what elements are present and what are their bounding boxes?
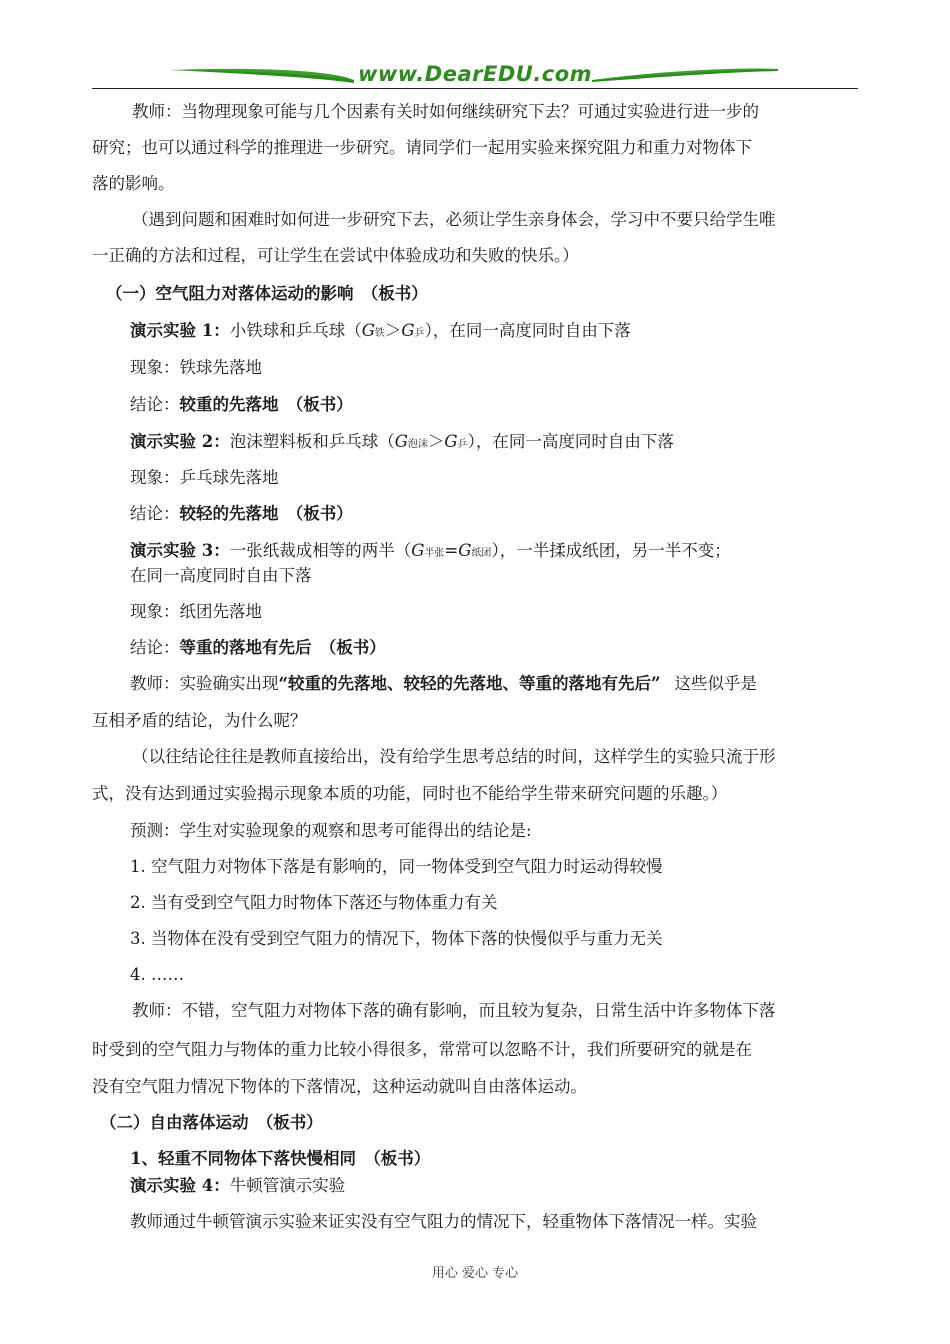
conclusion-text: 较轻的先落地 （板书）: [179, 504, 353, 523]
experiment-label: 演示实验 2：: [130, 432, 230, 451]
paragraph-line: （以往结论往往是教师直接给出，没有给学生思考总结的时间，这样学生的实验只流于形: [132, 747, 776, 766]
conclusion-line: [130, 637, 386, 659]
section-heading: （二）自由落体运动 （板书）: [100, 1113, 323, 1132]
symbol-g: G: [394, 432, 408, 451]
experiment-text: 小铁球和乒乓球（: [229, 321, 362, 340]
symbol-g: G: [361, 321, 375, 340]
experiment-text: ），一半揉成纸团，另一半不变；: [491, 541, 731, 560]
symbol-subscript: 纸团: [471, 548, 492, 559]
experiment-label: 演示实验 3：: [130, 541, 230, 560]
symbol-g: G: [411, 541, 425, 560]
site-header: [92, 58, 858, 92]
relation-symbol: ＞: [384, 321, 402, 340]
paragraph-line: 一正确的方法和过程，可让学生在尝试中体验成功和失败的快乐。）: [92, 246, 579, 265]
phenomenon-line: 现象：纸团先落地: [130, 602, 262, 621]
subsection-heading: 1、轻重不同物体下落快慢相同 （板书）: [130, 1149, 431, 1168]
teacher-suffix: 这些似乎是: [674, 674, 757, 693]
experiment-line: [130, 1175, 345, 1197]
paragraph-line: 式，没有达到通过实验揭示现象本质的功能，同时也不能给学生带来研究问题的乐趣。）: [92, 784, 728, 803]
paragraph-line: 落的影响。: [92, 174, 175, 193]
paragraph-line: 教师：当物理现象可能与几个因素有关时如何继续研究下去？可通过实验进行进一步的: [132, 102, 759, 121]
paragraph-line: 教师：不错，空气阻力对物体下落的确有影响，而且较为复杂，日常生活中许多物体下落: [132, 1001, 776, 1020]
header-rule: [92, 88, 858, 89]
conclusion-label: 结论：: [130, 395, 180, 414]
prediction-intro: 预测：学生对实验现象的观察和思考可能得出的结论是:: [130, 821, 532, 840]
paragraph-line: 时受到的空气阻力与物体的重力比较小得很多，常常可以忽略不计，我们所要研究的就是在: [92, 1040, 752, 1059]
symbol-g: G: [401, 321, 415, 340]
experiment-text: 泡沫塑料板和乒乓球（: [229, 432, 395, 451]
prediction-item: 4. ……: [130, 965, 184, 984]
prediction-item: 1. 空气阻力对物体下落是有影响的，同一物体受到空气阻力时运动得较慢: [130, 857, 663, 876]
experiment-text: ），在同一高度同时自由下落: [424, 321, 631, 340]
symbol-subscript: 铁: [374, 328, 385, 339]
conclusion-line: [130, 503, 353, 525]
quoted-conclusions: “较重的先落地、较轻的先落地、等重的落地有先后”: [278, 674, 661, 693]
experiment-label: 演示实验 1：: [130, 321, 230, 340]
experiment-text: 牛顿管演示实验: [229, 1176, 346, 1195]
symbol-subscript: 乒: [414, 328, 425, 339]
prediction-item: 3. 当物体在没有受到空气阻力的情况下，物体下落的快慢似乎与重力无关: [130, 929, 663, 948]
experiment-line: [130, 431, 674, 456]
paragraph-line: （遇到问题和困难时如何进一步研究下去，必须让学生亲身体会，学习中不要只给学生唯: [132, 210, 776, 229]
symbol-subscript: 泡沫: [407, 439, 428, 450]
experiment-line: [130, 320, 631, 345]
conclusion-text: 等重的落地有先后 （板书）: [179, 638, 386, 657]
symbol-subscript: 乒: [457, 439, 468, 450]
paragraph-line: 互相矛盾的结论，为什么呢？: [92, 711, 307, 730]
paragraph-line: 研究；也可以通过科学的推理进一步研究。请同学们一起用实验来探究阻力和重力对物体下: [92, 138, 752, 157]
conclusion-text: 较重的先落地 （板书）: [179, 395, 353, 414]
symbol-g: G: [444, 432, 458, 451]
paragraph-line: 教师通过牛顿管演示实验来证实没有空气阻力的情况下，轻重物体下落情况一样。实验: [130, 1212, 757, 1231]
experiment-line-continued: 在同一高度同时自由下落: [130, 566, 312, 585]
paragraph-line: [130, 673, 757, 695]
conclusion-label: 结论：: [130, 504, 180, 523]
phenomenon-line: 现象：乒乓球先落地: [130, 468, 279, 487]
teacher-prefix: 教师：实验确实出现: [130, 674, 279, 693]
symbol-subscript: 半张: [424, 548, 445, 559]
section-heading: （一）空气阻力对落体运动的影响 （板书）: [106, 284, 428, 303]
paragraph-line: 没有空气阻力情况下物体的下落情况，这种运动就叫自由落体运动。: [92, 1077, 587, 1096]
experiment-label: 演示实验 4：: [130, 1176, 230, 1195]
experiment-text: 一张纸裁成相等的两半（: [229, 541, 412, 560]
symbol-g: G: [458, 541, 472, 560]
conclusion-line: [130, 394, 353, 416]
prediction-item: 2. 当有受到空气阻力时物体下落还与物体重力有关: [130, 893, 498, 912]
relation-symbol: =: [444, 541, 459, 560]
relation-symbol: ＞: [427, 432, 445, 451]
page-footer: 用心 爱心 专心: [431, 1266, 519, 1281]
experiment-line: [130, 540, 731, 565]
site-logo-text: www.DearEDU.com: [357, 62, 593, 86]
conclusion-label: 结论：: [130, 638, 180, 657]
experiment-text: ），在同一高度同时自由下落: [467, 432, 674, 451]
phenomenon-line: 现象：铁球先落地: [130, 358, 262, 377]
